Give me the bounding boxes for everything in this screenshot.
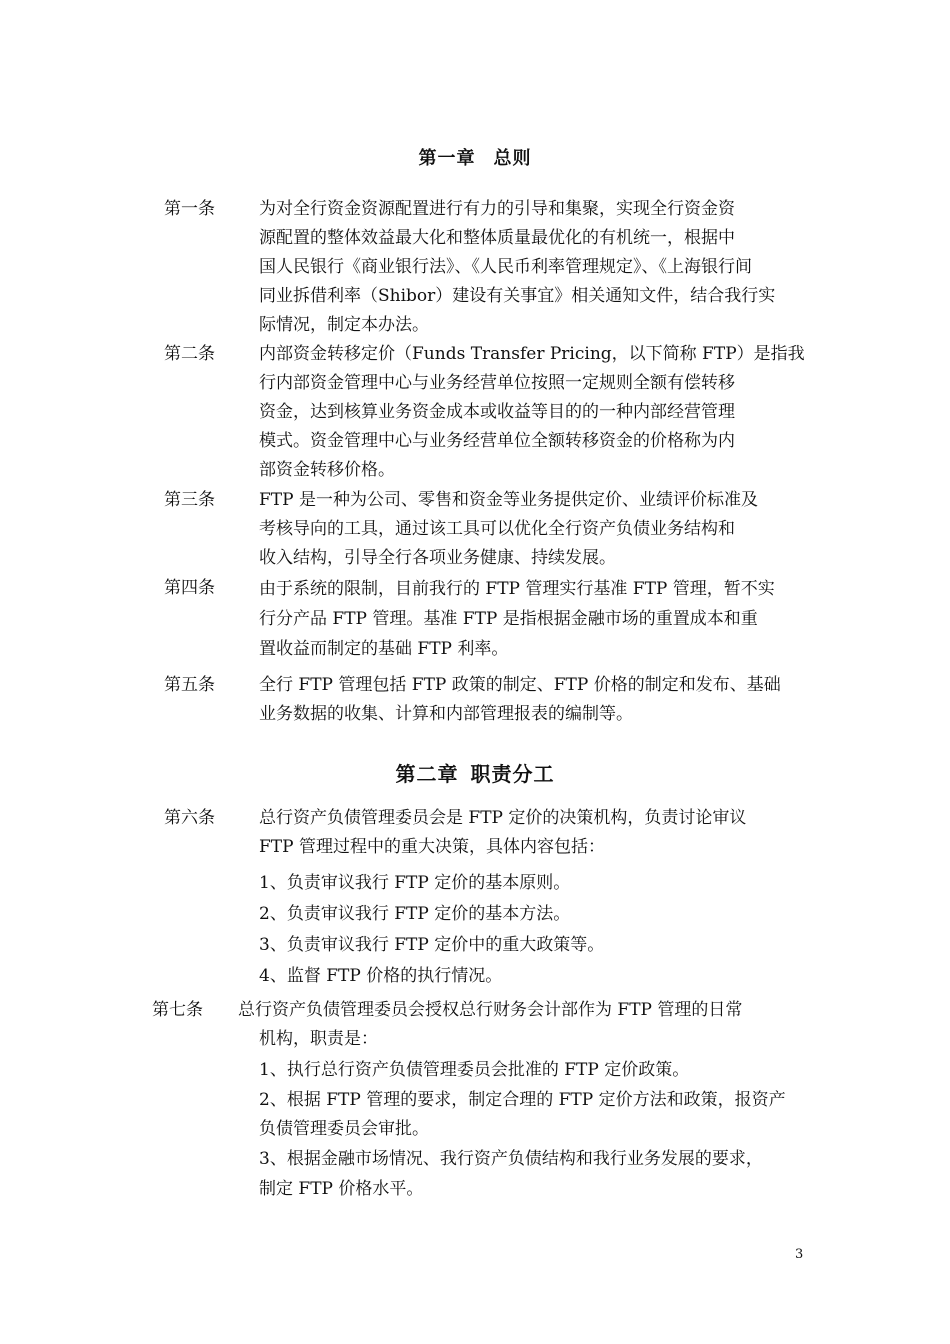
article-label: 第七条: [152, 1000, 203, 1020]
chapter-2-heading: [0, 758, 950, 787]
article-7-items: [259, 1054, 809, 1204]
list-item-continuation: 制定 FTP 价格水平。: [259, 1179, 424, 1199]
article-line: 考核导向的工具，通过该工具可以优化全行资产负债业务结构和: [259, 519, 735, 539]
article-line: 业务数据的收集、计算和内部管理报表的编制等。: [259, 704, 633, 724]
article-line: 部资金转移价格。: [259, 460, 395, 480]
article-6-items: [259, 868, 809, 992]
chapter-1-heading: [0, 144, 950, 170]
list-item: 3、负责审议我行 FTP 定价中的重大政策等。: [259, 935, 605, 955]
article-line: 资金，达到核算业务资金成本或收益等目的的一种内部经营管理: [259, 402, 735, 422]
list-item: 3、根据金融市场情况、我行资产负债结构和我行业务发展的要求，: [259, 1149, 763, 1169]
article-line: 源配置的整体效益最大化和整体质量最优化的有机统一，根据中: [259, 228, 735, 248]
list-item: 2、负责审议我行 FTP 定价的基本方法。: [259, 904, 571, 924]
article-label: 第二条: [164, 344, 215, 364]
article-line: FTP 是一种为公司、零售和资金等业务提供定价、业绩评价标准及: [259, 490, 758, 510]
page-number: 3: [795, 1247, 804, 1262]
article-body: [259, 804, 809, 862]
article-label: 第四条: [164, 578, 215, 598]
article-line: 际情况，制定本办法。: [259, 315, 429, 335]
article-label: 第三条: [164, 490, 215, 510]
article-line: 模式。资金管理中心与业务经营单位全额转移资金的价格称为内: [259, 431, 735, 451]
article-line: 国人民银行《商业银行法》、《人民币利率管理规定》、《上海银行间: [259, 257, 752, 277]
article-line: 收入结构，引导全行各项业务健康、持续发展。: [259, 548, 616, 568]
article-line: 为对全行资金资源配置进行有力的引导和集聚，实现全行资金资: [259, 199, 735, 219]
article-body: [259, 486, 809, 573]
chapter-1-title: 总则: [493, 148, 532, 169]
article-line: 行内部资金管理中心与业务经营单位按照一定规则全额有偿转移: [259, 373, 735, 393]
article-line: 内部资金转移定价（Funds Transfer Pricing，以下简称 FTP）是指我: [259, 344, 805, 364]
list-item: 1、执行总行资产负债管理委员会批准的 FTP 定价政策。: [259, 1060, 690, 1080]
list-item: 1、负责审议我行 FTP 定价的基本原则。: [259, 873, 571, 893]
article-body: [238, 996, 810, 1054]
article-line: FTP 管理过程中的重大决策，具体内容包括：: [259, 837, 605, 857]
list-item: 4、监督 FTP 价格的执行情况。: [259, 966, 503, 986]
chapter-2-title: 职责分工: [470, 762, 555, 786]
article-line: 总行资产负债管理委员会授权总行财务会计部作为 FTP 管理的日常: [238, 1000, 743, 1020]
chapter-2-number: 第二章: [395, 762, 459, 786]
article-label: 第一条: [164, 199, 215, 219]
article-body: [259, 340, 809, 485]
article-label: 第六条: [164, 808, 215, 828]
article-line: 全行 FTP 管理包括 FTP 政策的制定、FTP 价格的制定和发布、基础: [259, 675, 781, 695]
article-line: 总行资产负债管理委员会是 FTP 定价的决策机构，负责讨论审议: [259, 808, 747, 828]
chapter-1-number: 第一章: [418, 148, 476, 169]
article-line: 由于系统的限制，目前我行的 FTP 管理实行基准 FTP 管理，暂不实: [259, 579, 775, 599]
article-body: [259, 574, 809, 664]
article-body: [259, 195, 809, 340]
article-line: 行分产品 FTP 管理。基准 FTP 是指根据金融市场的重置成本和重: [259, 609, 758, 629]
article-label: 第五条: [164, 675, 215, 695]
list-item-continuation: 负债管理委员会审批。: [259, 1119, 429, 1139]
list-item: 2、根据 FTP 管理的要求，制定合理的 FTP 定价方法和政策，报资产: [259, 1090, 786, 1110]
article-line: 置收益而制定的基础 FTP 利率。: [259, 639, 509, 659]
article-line: 同业拆借利率（Shibor）建设有关事宜》相关通知文件，结合我行实: [259, 286, 776, 306]
article-line: 机构，职责是：: [259, 1029, 378, 1049]
article-body: [259, 671, 809, 729]
